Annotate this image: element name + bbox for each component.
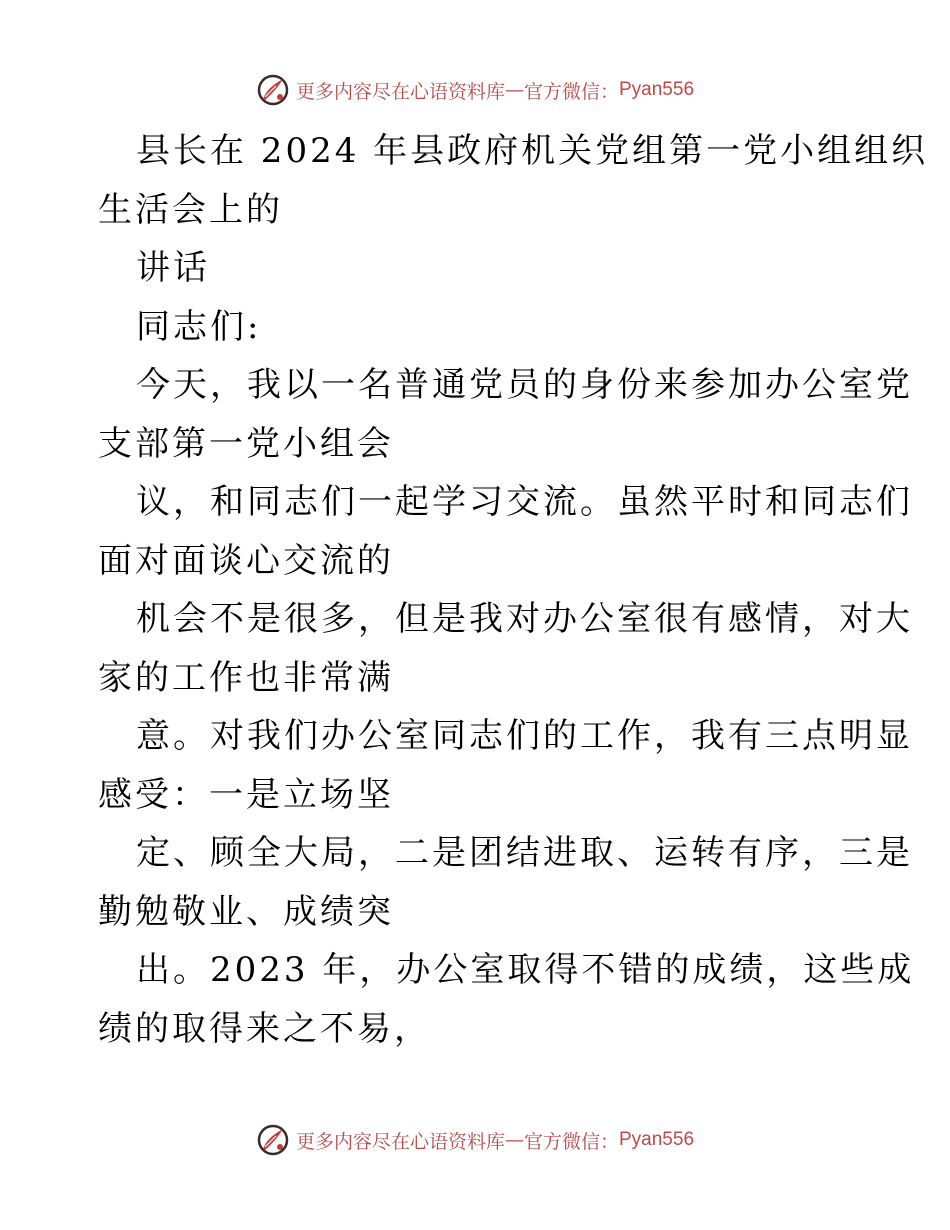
pen-logo-icon xyxy=(256,73,290,107)
paragraph-line: 出。2023 年，办公室取得不错的成绩，这些成 xyxy=(136,950,915,990)
wechat-label-text: 官方微信： xyxy=(523,80,619,103)
separator-text: — xyxy=(504,79,524,101)
wechat-label-text: 官方微信： xyxy=(523,1130,619,1153)
site-name-text: 更多内容尽在心语资料库 xyxy=(295,1130,505,1153)
paragraph-line: 勤勉敬业、成绩突 xyxy=(98,891,394,932)
paragraph-line: 面对面谈心交流的 xyxy=(98,540,394,581)
title-line-3: 讲话 xyxy=(136,248,210,288)
footer-watermark xyxy=(0,1120,950,1160)
paragraph-line: 今天，我以一名普通党员的身份来参加办公室党 xyxy=(136,365,913,405)
document-body xyxy=(98,122,929,1058)
title-line-1: 县长在 2024 年县政府机关党组第一党小组组织 xyxy=(136,131,929,171)
paragraph-line: 意。对我们办公室同志们的工作，我有三点明显 xyxy=(136,716,913,756)
wechat-id-text: Pyan556 xyxy=(619,79,695,100)
wechat-id-text: Pyan556 xyxy=(619,1129,695,1150)
paragraph-line: 支部第一党小组会 xyxy=(98,423,394,464)
salutation: 同志们: xyxy=(136,306,262,347)
pen-logo-icon xyxy=(256,1123,290,1157)
paragraph-line: 绩的取得来之不易， xyxy=(98,1008,431,1049)
paragraph-line: 议，和同志们一起学习交流。虽然平时和同志们 xyxy=(136,482,913,522)
header-watermark xyxy=(0,70,950,110)
title-line-2: 生活会上的 xyxy=(98,189,283,230)
paragraph-line: 感受：一是立场坚 xyxy=(98,774,394,815)
paragraph-line: 机会不是很多，但是我对办公室很有感情，对大 xyxy=(136,599,913,639)
separator-text: — xyxy=(504,1129,524,1151)
paragraph-line: 家的工作也非常满 xyxy=(98,657,394,698)
site-name-text: 更多内容尽在心语资料库 xyxy=(295,80,505,103)
paragraph-line: 定、顾全大局，二是团结进取、运转有序，三是 xyxy=(136,833,913,873)
